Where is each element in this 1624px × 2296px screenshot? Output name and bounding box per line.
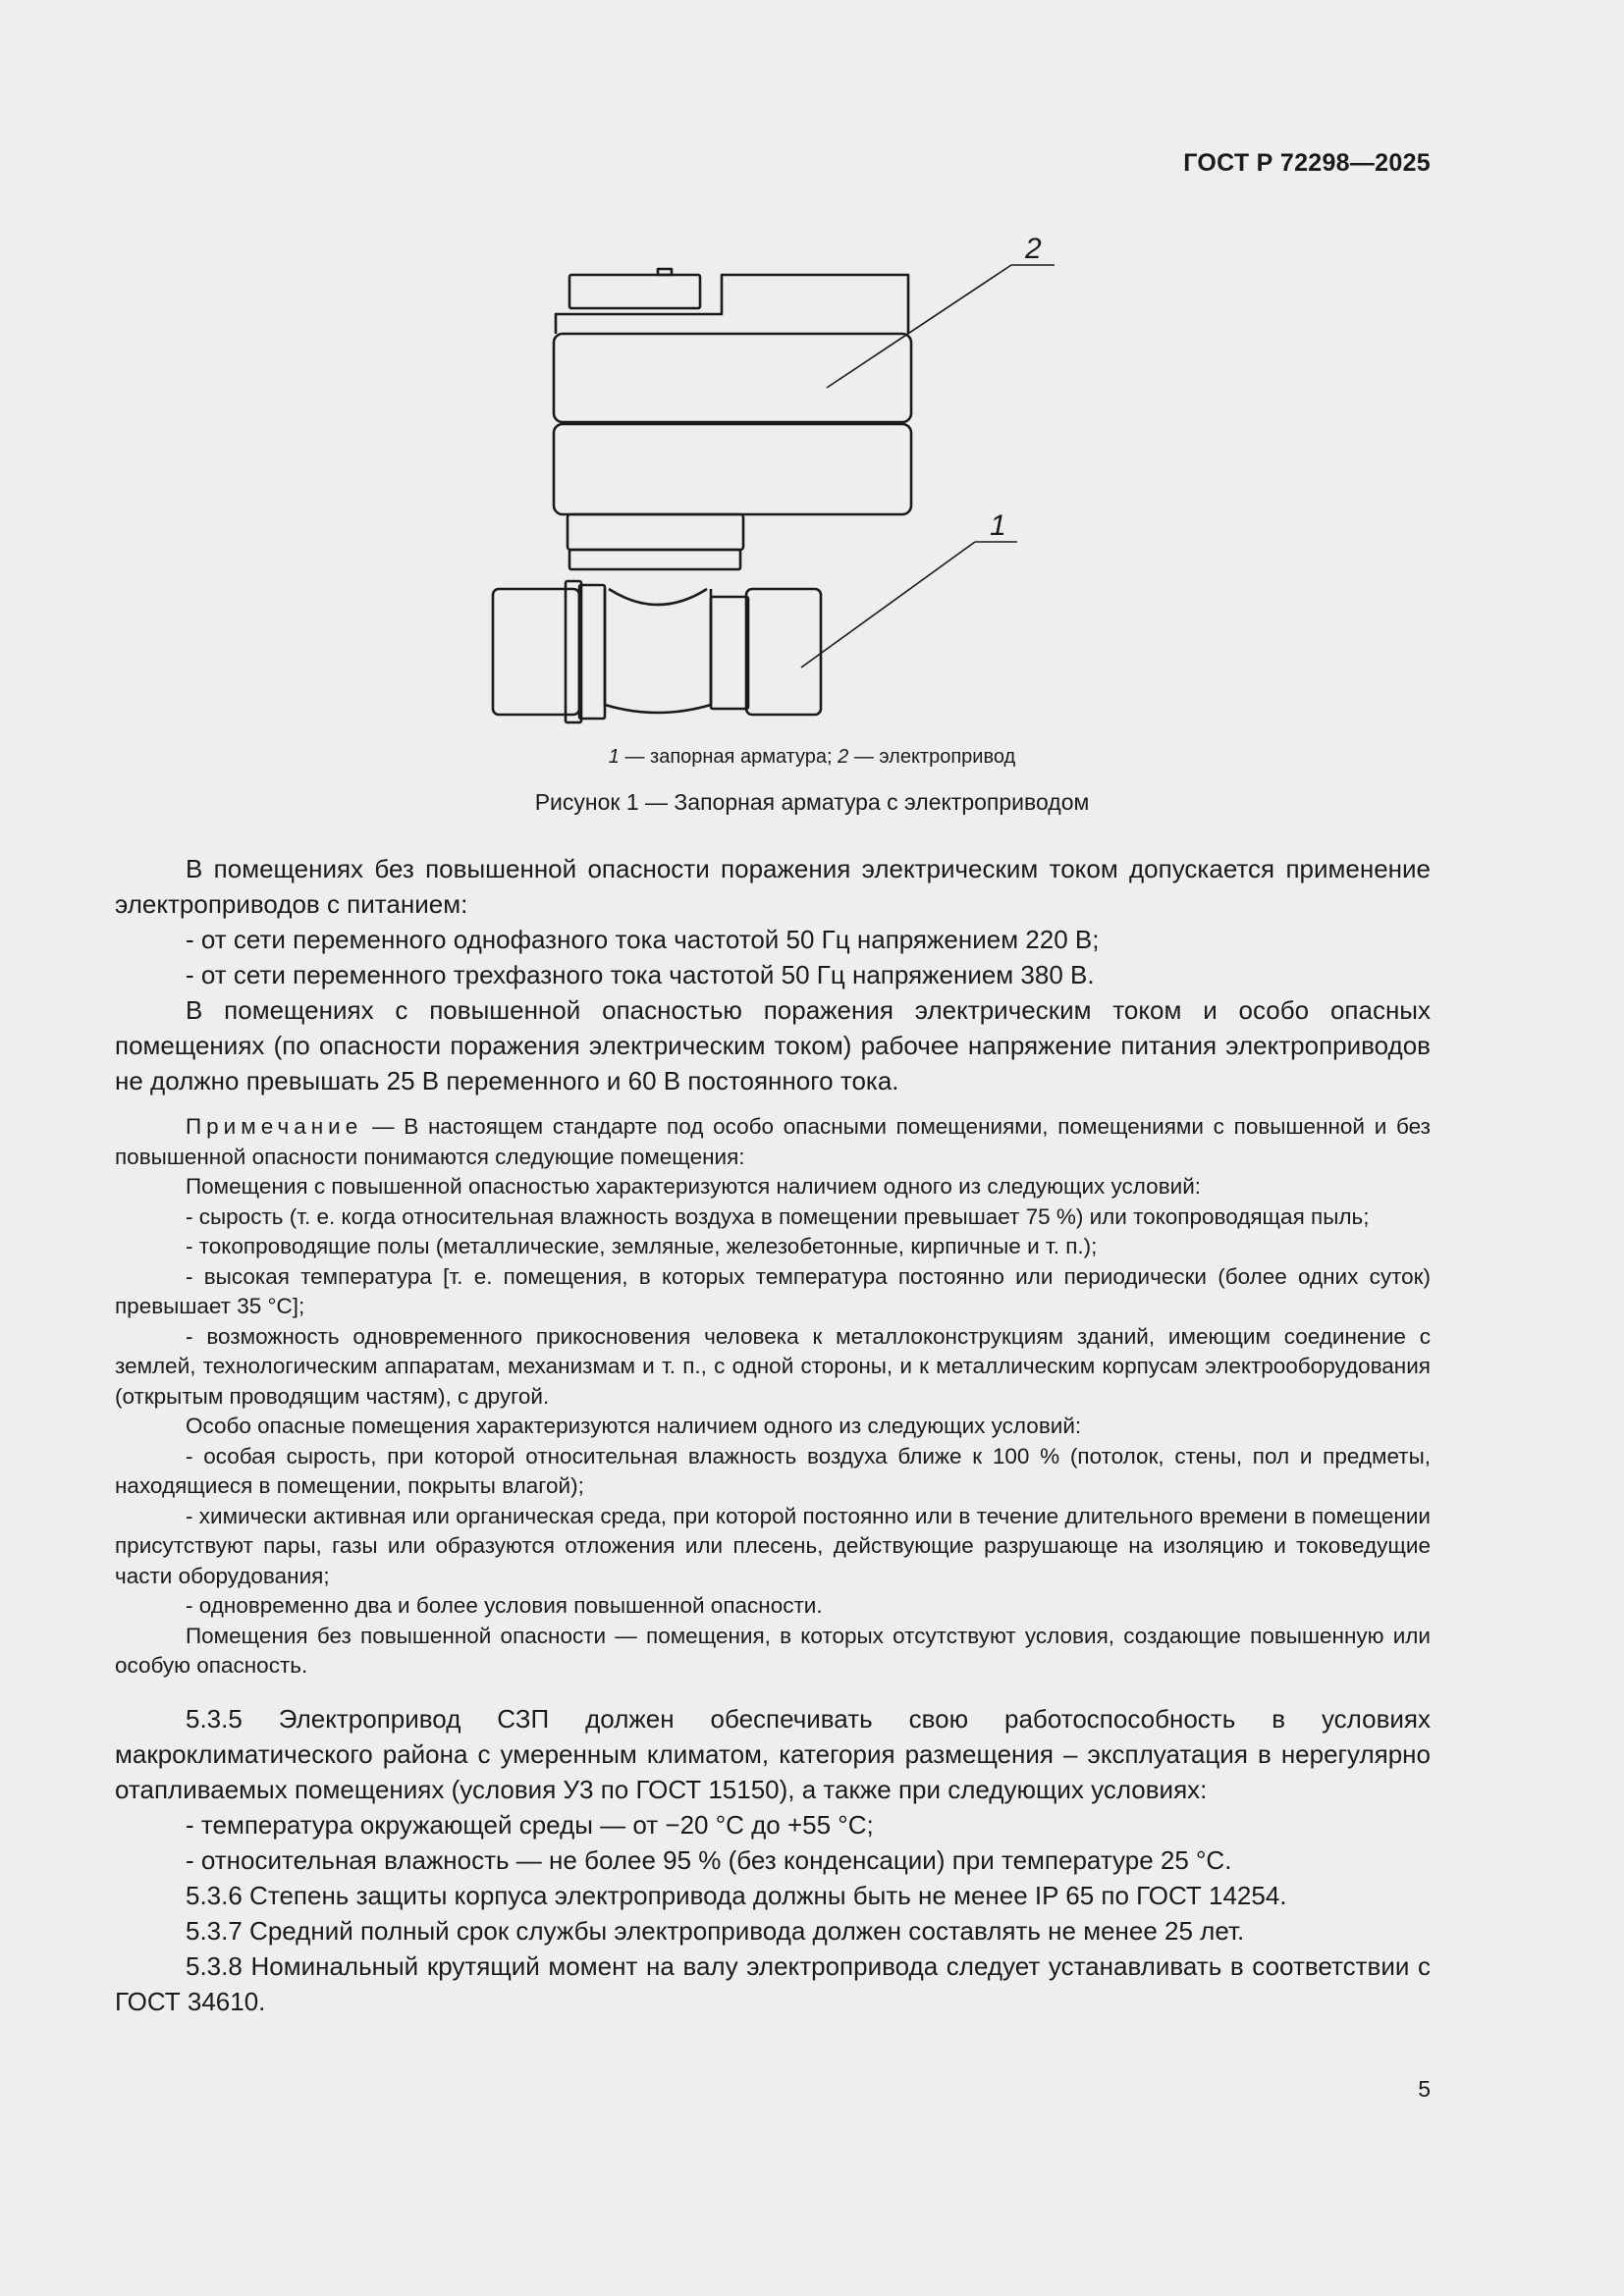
main-text: [115, 851, 1431, 2019]
note-line: Помещения без повышенной опасности — помещения, в которых отсутствуют условия, создающие повышенную или особую опасность.: [115, 1623, 1431, 1678]
clauses-block: [115, 1701, 1431, 2019]
legend-text-2: — электропривод: [848, 746, 1016, 768]
note-intro: [115, 1112, 1431, 1172]
note-label: Примечание: [186, 1114, 363, 1139]
valve-actuator-drawing: [471, 216, 1080, 736]
note-intro-text: — В настоящем стандарте под особо опасными помещениями, помещениями с повышенной и без повышенной опасности понимаются следующие помещения:: [115, 1114, 1431, 1169]
note-line: Помещения с повышенной опасностью характеризуются наличием одного из следующих условий:: [186, 1174, 1202, 1199]
note-line: - токопроводящие полы (металлические, земляные, железобетонные, кирпичные и т. п.);: [186, 1234, 1098, 1258]
clause-5-3-6: 5.3.6 Степень защиты корпуса электропривода должны быть не менее IP 65 по ГОСТ 14254.: [186, 1880, 1287, 1910]
note-line: - высокая температура [т. е. помещения, в которых температура постоянно или периодически (более одних суток) превышает 35 °С];: [115, 1263, 1431, 1318]
note-line: - особая сырость, при которой относительная влажность воздуха ближе к 100 % (потолок, стены, пол и предметы, находящиеся в помещении, покрыты влагой);: [115, 1443, 1431, 1498]
note-block: [115, 1112, 1431, 1682]
clause-5-3-5: 5.3.5 Электропривод СЗП должен обеспечивать свою работоспособность в условиях макроклиматического района с умеренным климатом, категория размещения – эксплуатация в нерегулярно отапливаемых помещениях (условия У3 по ГОСТ 15150), а также при следующих условиях:: [115, 1703, 1431, 1804]
clause-5-3-5-humidity: - относительная влажность — не более 95 % (без конденсации) при температуре 25 °С.: [186, 1844, 1232, 1875]
note-line: Особо опасные помещения характеризуются наличием одного из следующих условий:: [186, 1414, 1082, 1438]
note-line: - одновременно два и более условия повышенной опасности.: [186, 1593, 823, 1618]
paragraph-voltage-danger: В помещениях с повышенной опасностью поражения электрическим током и особо опасных помещениях (по опасности поражения электрическим током) рабочее напряжение питания электроприводов не должно превышать 25 В переменного и 60 В постоянного тока.: [115, 995, 1431, 1095]
page-number: 5: [1418, 2076, 1431, 2102]
note-line: - возможность одновременного прикосновения человека к металлоконструкциям зданий, имеющим соединение с землей, технологическим аппаратам, механизмам и т. п., с одной стороны, и к металлическим корпусам электрооборудования (открытым проводящим частям), с другой.: [115, 1323, 1431, 1409]
figure-legend: [0, 746, 1624, 769]
clause-5-3-8: 5.3.8 Номинальный крутящий момент на валу электропривода следует устанавливать в соответствии с ГОСТ 34610.: [115, 1950, 1431, 2016]
figure-caption: Рисунок 1 — Запорная арматура с электроприводом: [534, 789, 1090, 815]
legend-number-2: 2: [838, 746, 849, 768]
callout-1-label: 1: [990, 509, 1006, 542]
note-line: - химически активная или органическая среда, при которой постоянно или в течение длительного времени в помещении присутствуют пары, газы или образуются отложения или плесень, действующие разрушающе на изоляцию и токоведущие части оборудования;: [115, 1503, 1431, 1588]
paragraph-voltage-normal: В помещениях без повышенной опасности поражения электрическим током допускается применение электроприводов с питанием:: [115, 854, 1431, 919]
callout-2-label: 2: [1025, 233, 1042, 265]
bullet-380v: - от сети переменного трехфазного тока частотой 50 Гц напряжением 380 В.: [186, 960, 1095, 989]
note-line: - сырость (т. е. когда относительная влажность воздуха в помещении превышает 75 %) или токопроводящая пыль;: [186, 1203, 1370, 1229]
legend-text-1: — запорная арматура;: [619, 746, 839, 768]
clause-5-3-7: 5.3.7 Средний полный срок службы электропривода должен составлять не менее 25 лет.: [186, 1915, 1245, 1946]
legend-number-1: 1: [608, 746, 620, 768]
bullet-220v: - от сети переменного однофазного тока частотой 50 Гц напряжением 220 В;: [186, 925, 1100, 954]
clause-5-3-5-temperature: - температура окружающей среды — от −20 °С до +55 °С;: [186, 1809, 874, 1840]
document-header: ГОСТ Р 72298—2025: [1183, 149, 1431, 177]
